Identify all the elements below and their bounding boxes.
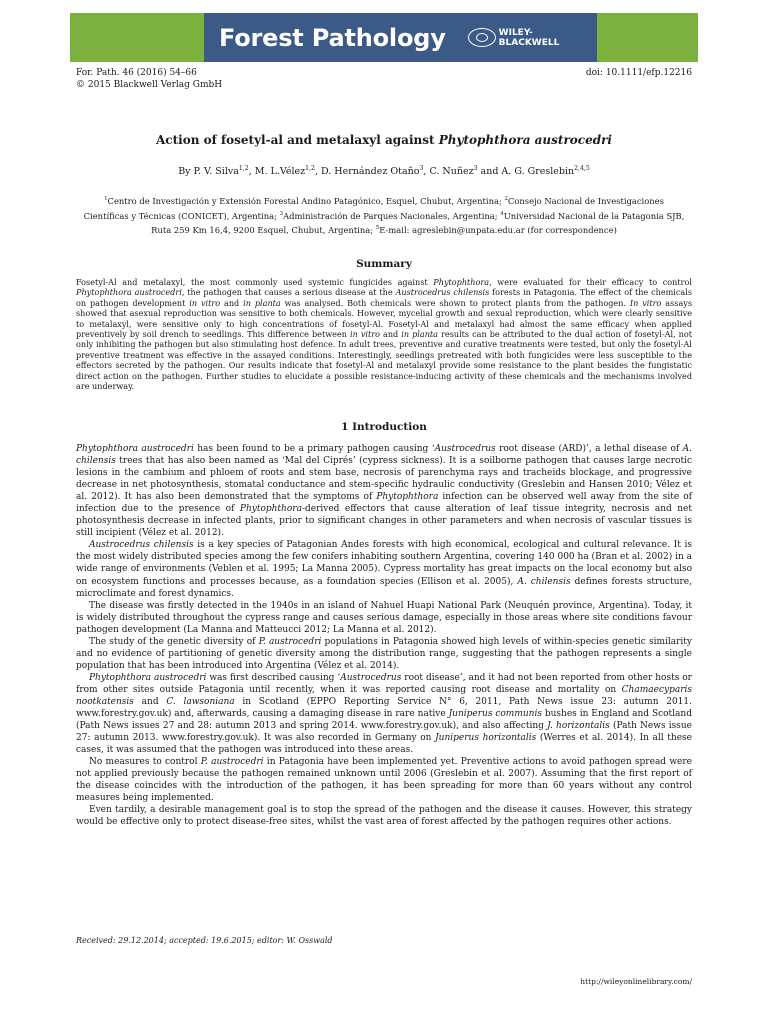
intro-paragraph: Phytophthora austrocedri was first described causing ‘Austrocedrus root disease’, and it had not been reported from other hosts or from other sites outside Patagonia until recently, when it was reported causing root disease and mortality on Chamaecyparis nootkatensis and C. lawsoniana in Scotland (EPPO Reporting Service N° 6, 2011, Path News issue 23: autumn 2011. www.forestry.gov.uk) and, afterwards, causing a damaging disease in rare native Juniperus communis bushes in England and Scotland (Path News issues 27 and 28: autumn 2013 and spring 2014. www.forestry.gov.uk), and also affecting J. horizontalis (Path News issue 27: autumn 2013. www.forestry.gov.uk). It was also recorded in Germany on Juniperus horizontalis (Werres et al. 2014). In all these cases, it was assumed that the pathogen was introduced into these areas. bbox=[76, 672, 693, 756]
introduction-heading: 1 Introduction bbox=[341, 421, 427, 433]
authors: By P. V. Silva$^{1,2}$, M. L.Vélez$^{1,2}$, D. Hernández Otaño$^3$, C. Nuñez$^3$ and A. G. Greslebin$^{2,4,5}$ bbox=[178, 164, 590, 177]
article-title: Action of fosetyl-al and metalaxyl against Phytophthora austrocedri bbox=[156, 133, 612, 147]
received-dates: Received: 29.12.2014; accepted: 19.6.2015; editor: W. Osswald bbox=[76, 936, 333, 945]
doi: doi: 10.1111/efp.12216 bbox=[585, 68, 692, 78]
affiliations: $^1$Centro de Investigación y Extensión Forestal Andino Patagónico, Esquel, Chubut, Argentina; $^2$Consejo Nacional de Investigaciones Científicas y Técnicas (CONICET), Argentina; $^3$Administración de Parques Nacionales, Argentina; $^4$Universidad Nacional de la Patagonia SJB, Ruta 259 Km 16,4, 9200 Esquel, Chubut, Argentina; $^5$E-mail: agreslebin@unpata.edu.ar (for correspondence) bbox=[83, 196, 685, 235]
intro-paragraph: The study of the genetic diversity of P. austrocedri populations in Patagonia showed high levels of within-species genetic similarity and no evidence of partitioning of genetic diversity among the distribution range, suggesting that the pathogen represents a single population that has been introduced into Argentina (Vélez et al. 2014). bbox=[76, 636, 692, 671]
intro-paragraph: Even tardily, a desirable management goal is to stop the spread of the pathogen and the disease it causes. However, this strategy would be effective only to protect disease-free sites, whilst the vast area of forest affected by the pathogen requires other actions. bbox=[76, 805, 692, 828]
publisher-logo-group bbox=[468, 28, 560, 48]
intro-paragraph: The disease was firstly detected in the 1940s in an island of Nahuel Huapi National Park (Neuquén province, Argentina). Today, it is widely distributed throughout the cypress range and causes serious damage, especially in those areas where site conditions favour pathogen development (La Manna and Matteucci 2012; La Manna et al. 2012). bbox=[76, 600, 692, 635]
publisher-url[interactable]: http://wileyonlinelibrary.com/ bbox=[580, 977, 692, 986]
copyright: © 2015 Blackwell Verlag GmbH bbox=[76, 80, 223, 90]
journal-title: Forest Pathology bbox=[219, 23, 446, 52]
publisher-name: WILEY- BLACKWELL bbox=[498, 27, 560, 48]
summary-heading: Summary bbox=[356, 258, 412, 270]
introduction-body bbox=[76, 443, 692, 829]
journal-banner-center bbox=[204, 13, 597, 62]
journal-banner bbox=[70, 13, 698, 62]
wiley-logo-icon bbox=[468, 28, 496, 47]
summary-text: Fosetyl-Al and metalaxyl, the most commonly used systemic fungicides against Phytophthora, were evaluated for their efficacy to control Phytophthora austrocedri, the pathogen that causes a serious disease at the Austrocedrus chilensis forests in Patagonia. The effect of the chemicals on pathogen development in vitro and in planta was analysed. Both chemicals were shown to protect plants from the pathogen. In vitro assays showed that asexual reproduction was sensitive to both chemicals. However, mycelial growth and sexual reproduction, which were clearly sensitive to metalaxyl, were sensitive only to high concentrations of fosetyl-Al. Fosetyl-Al and metalaxyl had almost the same efficacy when applied preventively by soil drench to seedlings. This difference between in vitro and in planta results can be attributed to the dual action of fosetyl-Al, not only inhibiting the pathogen but also stimulating host defence. In adult trees, preventive and curative treatments were tested, but only the fosetyl-Al preventive treatment was effective in the assayed conditions. Interestingly, seedlings pretreated with both fungicides were less susceptible to the effectors secreted by the pathogen. Our results indicate that fosetyl-Al and metalaxyl provide some resistance to the plant besides the fungistatic direct action on the pathogen. Further studies to elucidate a possible resistance-inducing activity of these chemicals and the mechanisms involved are underway. bbox=[76, 277, 693, 392]
intro-paragraph: Phytophthora austrocedri has been found to be a primary pathogen causing ‘Austrocedrus root disease (ARD)’, a lethal disease of A. chilensis trees that has also been named as ‘Mal del Ciprés’ (cypress sickness). It is a soilborne pathogen that causes large necrotic lesions in the cambium and phloem of roots and stem base, necrosis of parenchyma rays and tracheids blockage, and progressive decrease in net photosynthesis, stomatal conductance and stem-specific hydraulic conductivity (Greslebin and Hansen 2010; Vélez et al. 2012). It has also been demonstrated that the symptoms of Phytophthora infection can be observed well away from the site of infection due to the presence of Phytophthora-derived effectors that cause alteration of leaf tissue integrity, necrosis and net photosynthesis decrease in infected plants, prior to significant changes in other parameters and when necrosis of vascular tissues is still incipient (Vélez et al. 2012). bbox=[76, 444, 693, 539]
citation-block bbox=[76, 67, 222, 91]
intro-paragraph: Austrocedrus chilensis is a key species of Patagonian Andes forests with high economical, ecological and cultural relevance. It is the most widely distributed species among the few conifers inhabiting southern Argentina, covering 140 000 ha (Bran et al. 2002) in a wide range of environments (Veblen et al. 1995; La Manna 2005). Cypress mortality has great impacts on the local economy but also on ecosystem functions and processes because, as a foundation species (Ellison et al. 2005), A. chilensis defines forests structure, microclimate and forest dynamics. bbox=[76, 540, 693, 599]
citation: For. Path. 46 (2016) 54–66 bbox=[76, 68, 197, 78]
intro-paragraph: No measures to control P. austrocedri in Patagonia have been implemented yet. Preventive actions to avoid pathogen spread were not applied previously because the pathogen remained unknown until 2006 (Greslebin et al. 2007). Assuming that the first report of the disease coincides with the introduction of the pathogen, it has been spreading for more than 60 years without any control measures being implemented. bbox=[76, 757, 692, 804]
